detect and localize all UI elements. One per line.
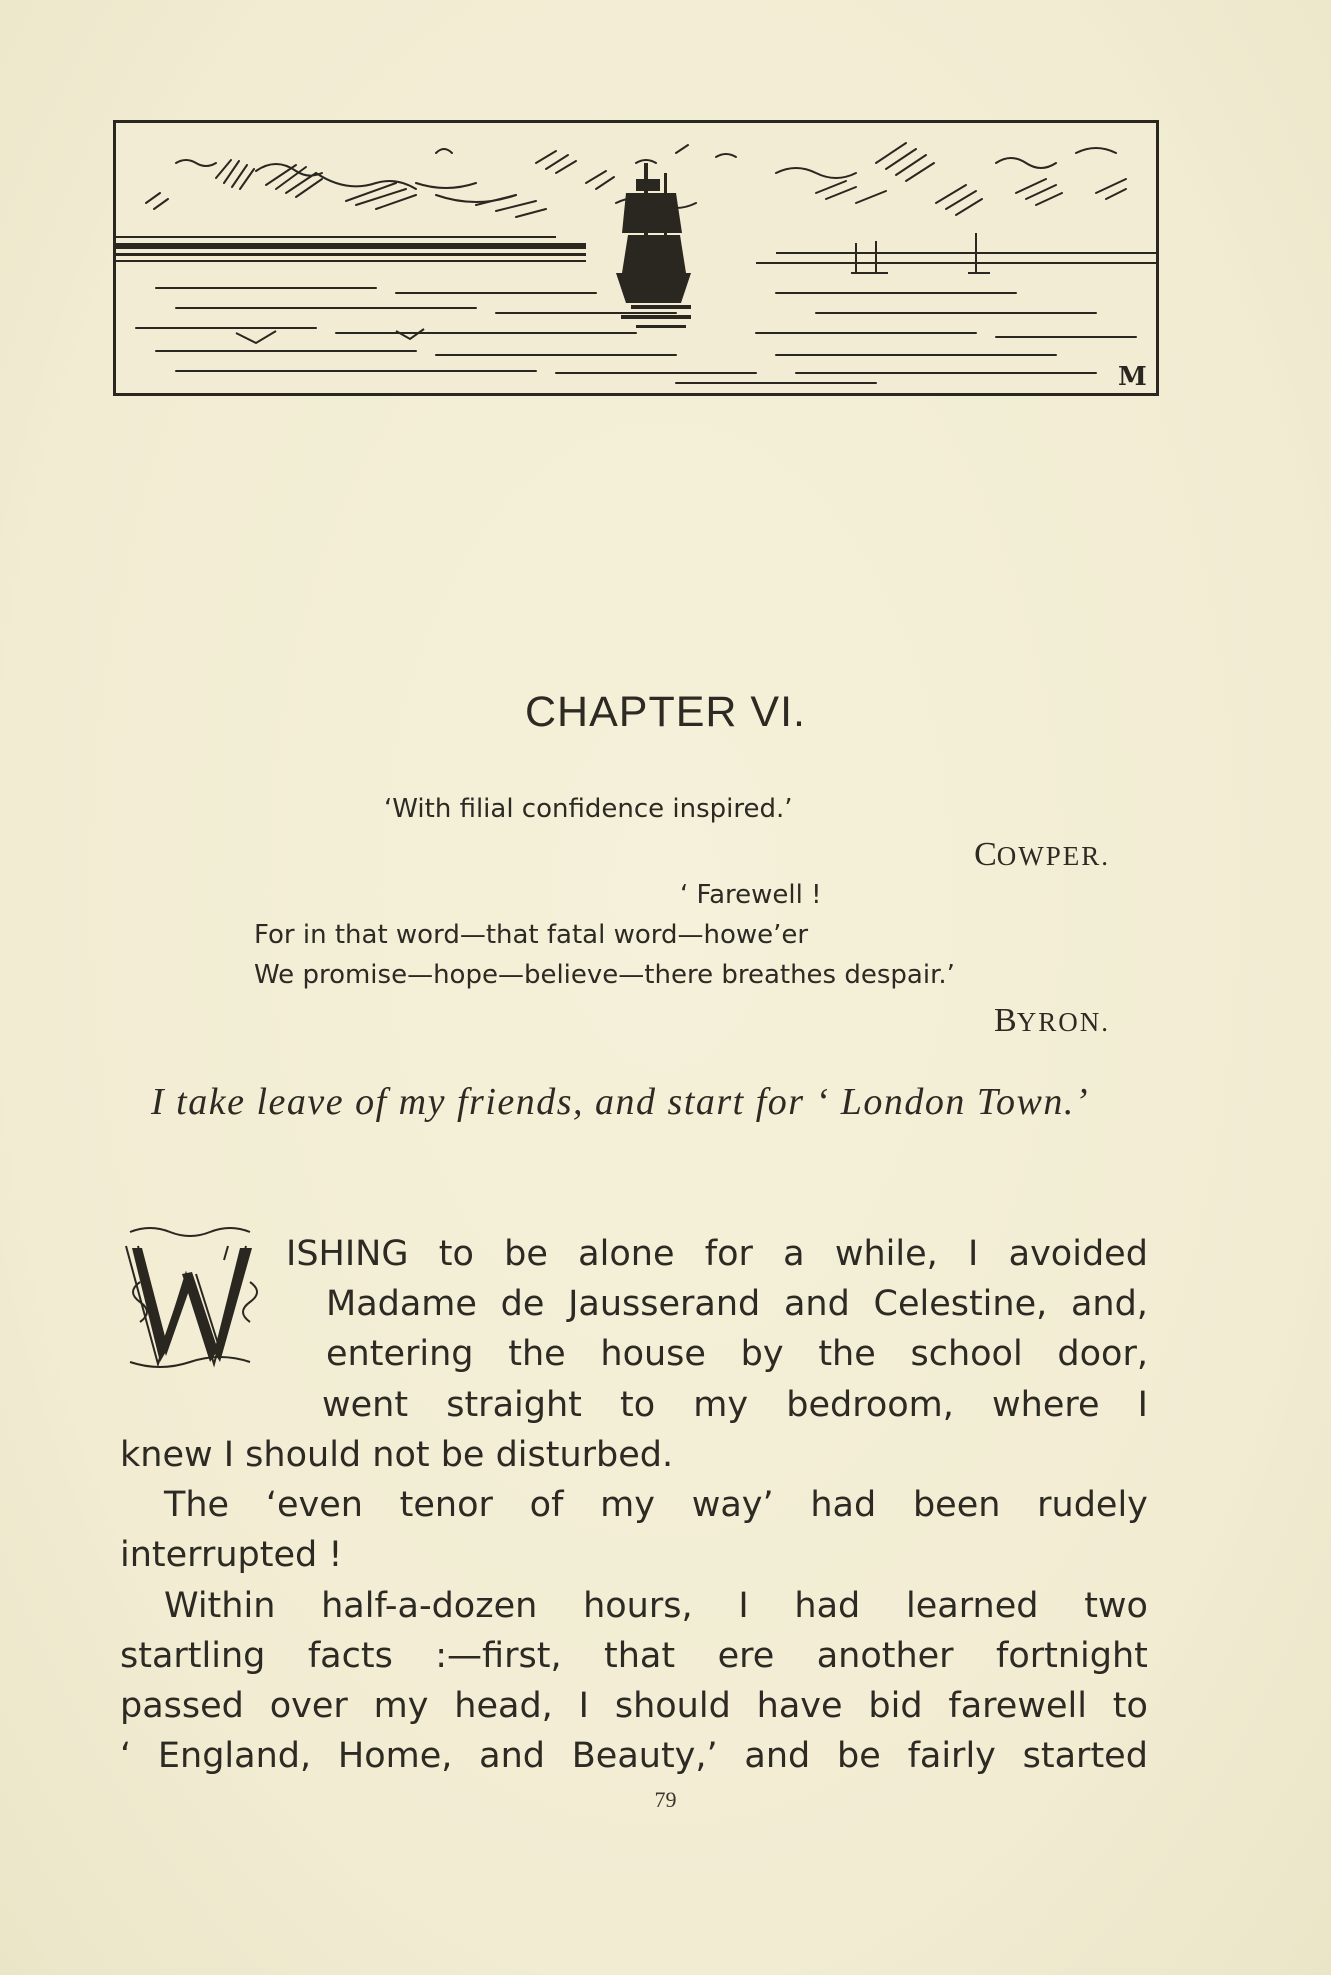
decorative-dropcap bbox=[120, 1222, 280, 1382]
page-number: 79 bbox=[654, 1787, 677, 1812]
word: ere bbox=[717, 1636, 775, 1676]
body-line-4 bbox=[322, 1385, 1148, 1425]
word: farewell bbox=[948, 1686, 1087, 1726]
epigraph-byron-author-text bbox=[994, 1002, 1110, 1039]
body-line-2 bbox=[326, 1284, 1148, 1324]
word: Madame bbox=[326, 1284, 477, 1324]
word: I bbox=[968, 1234, 979, 1274]
author-initial: B bbox=[994, 1002, 1017, 1039]
word: and bbox=[783, 1284, 850, 1324]
word: bid bbox=[868, 1686, 923, 1726]
word: be bbox=[837, 1736, 881, 1776]
word: that bbox=[604, 1636, 676, 1676]
word: a bbox=[783, 1234, 805, 1274]
word: and, bbox=[1070, 1284, 1148, 1324]
ship-at-sea-icon bbox=[116, 123, 1156, 393]
word: half-a-dozen bbox=[321, 1586, 538, 1626]
word: my bbox=[600, 1485, 655, 1525]
author-rest: OWPER. bbox=[996, 841, 1110, 871]
word: the bbox=[818, 1334, 876, 1374]
body-line-1 bbox=[286, 1234, 1148, 1274]
word: started bbox=[1022, 1736, 1148, 1776]
word: fairly bbox=[907, 1736, 996, 1776]
word: head, bbox=[454, 1686, 553, 1726]
word: ISHING bbox=[286, 1234, 409, 1274]
body-line-5: knew I should not be disturbed. bbox=[120, 1435, 674, 1475]
word: been bbox=[912, 1485, 1001, 1525]
word: over bbox=[269, 1686, 348, 1726]
word: to bbox=[438, 1234, 474, 1274]
body-line-9 bbox=[120, 1636, 1148, 1676]
body-line-10 bbox=[120, 1686, 1148, 1726]
word: my bbox=[373, 1686, 429, 1726]
word: Beauty,’ bbox=[571, 1736, 718, 1776]
word: startling bbox=[120, 1636, 266, 1676]
word: rudely bbox=[1037, 1485, 1148, 1525]
author-initial: C bbox=[974, 836, 997, 873]
word: I bbox=[578, 1686, 589, 1726]
word: for bbox=[704, 1234, 753, 1274]
word: passed bbox=[120, 1686, 244, 1726]
word: hours, bbox=[583, 1586, 693, 1626]
word: have bbox=[756, 1686, 843, 1726]
word: I bbox=[738, 1586, 749, 1626]
word: by bbox=[740, 1334, 784, 1374]
epigraph-cowper-line: ‘With filial confidence inspired.’ bbox=[384, 794, 793, 824]
word: entering bbox=[326, 1334, 474, 1374]
word: Home, bbox=[337, 1736, 453, 1776]
word: where bbox=[992, 1385, 1100, 1425]
word: to bbox=[620, 1385, 656, 1425]
monogram: M bbox=[1118, 362, 1147, 392]
word: be bbox=[504, 1234, 548, 1274]
word: ‘even bbox=[265, 1485, 363, 1525]
body-line-6 bbox=[164, 1485, 1148, 1525]
word: another bbox=[816, 1636, 954, 1676]
body-line-7: interrupted ! bbox=[120, 1535, 343, 1575]
word: school bbox=[910, 1334, 1023, 1374]
word: I bbox=[1137, 1385, 1148, 1425]
word: had bbox=[810, 1485, 877, 1525]
epigraph-byron-line-1: ‘ Farewell ! bbox=[680, 880, 822, 910]
word: bedroom, bbox=[786, 1385, 954, 1425]
word: fortnight bbox=[996, 1636, 1148, 1676]
word: de bbox=[500, 1284, 545, 1324]
epigraph-byron-author bbox=[900, 1002, 1110, 1040]
word: my bbox=[693, 1385, 749, 1425]
word: to bbox=[1112, 1686, 1148, 1726]
chapter-summary: I take leave of my friends, and start for ‘ London Town.’ bbox=[151, 1081, 1089, 1123]
ornate-w-icon bbox=[120, 1222, 280, 1382]
author-rest: YRON. bbox=[1016, 1007, 1110, 1037]
word: Within bbox=[164, 1586, 276, 1626]
word: and bbox=[744, 1736, 811, 1776]
word: tenor bbox=[399, 1485, 493, 1525]
epigraph-byron-line-3: We promise—hope—believe—there breathes despair.’ bbox=[254, 960, 955, 990]
ship-illustration bbox=[113, 120, 1159, 396]
word: while, bbox=[834, 1234, 938, 1274]
word: house bbox=[600, 1334, 706, 1374]
word: should bbox=[614, 1686, 731, 1726]
word: way’ bbox=[691, 1485, 774, 1525]
word: of bbox=[529, 1485, 564, 1525]
epigraph-cowper-author bbox=[900, 836, 1110, 874]
word: avoided bbox=[1008, 1234, 1148, 1274]
word: alone bbox=[578, 1234, 675, 1274]
chapter-title: CHAPTER VI. bbox=[525, 688, 806, 736]
word: ‘ bbox=[120, 1736, 132, 1776]
word: the bbox=[508, 1334, 566, 1374]
word: Celestine, bbox=[873, 1284, 1048, 1324]
word: had bbox=[794, 1586, 861, 1626]
word: Jausserand bbox=[568, 1284, 761, 1324]
body-line-11 bbox=[120, 1736, 1148, 1776]
word: England, bbox=[157, 1736, 312, 1776]
body-line-3 bbox=[326, 1334, 1148, 1374]
word: two bbox=[1084, 1586, 1148, 1626]
epigraph-cowper-author-text bbox=[974, 836, 1110, 873]
word: door, bbox=[1057, 1334, 1148, 1374]
word: went bbox=[322, 1385, 409, 1425]
word: straight bbox=[446, 1385, 582, 1425]
body-line-8 bbox=[164, 1586, 1148, 1626]
word: facts bbox=[307, 1636, 393, 1676]
word: and bbox=[479, 1736, 546, 1776]
word: :—first, bbox=[435, 1636, 562, 1676]
word: learned bbox=[906, 1586, 1039, 1626]
word: The bbox=[164, 1485, 230, 1525]
epigraph-byron-line-2: For in that word—that fatal word—howe’er bbox=[254, 920, 809, 950]
